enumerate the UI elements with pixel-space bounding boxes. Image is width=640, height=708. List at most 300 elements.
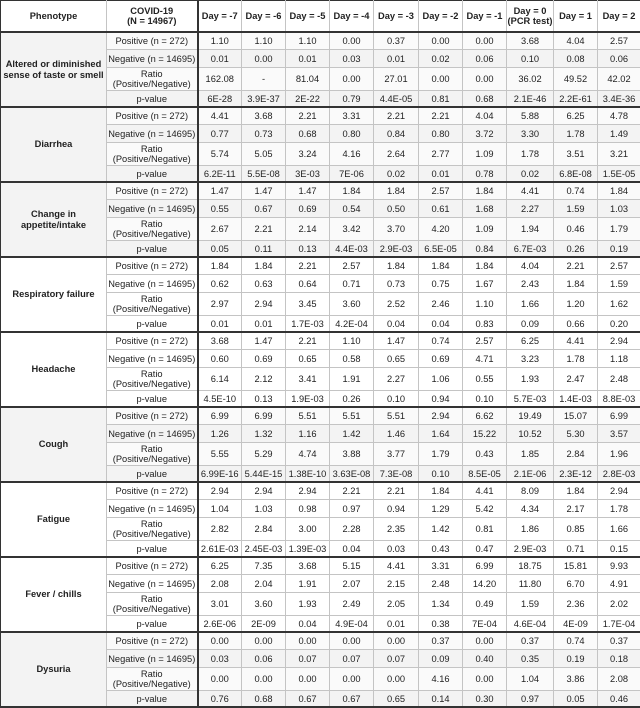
cell-positive: 4.41	[198, 107, 242, 125]
cell-pvalue: 0.20	[598, 316, 640, 333]
cell-pvalue: 0.09	[507, 316, 554, 333]
phenotype-name: Altered or diminished sense of taste or smell	[1, 32, 107, 107]
table-row-positive	[1, 257, 640, 275]
row-label: p-value	[107, 91, 198, 108]
cell-negative: 0.06	[598, 50, 640, 68]
phenotype-group	[1, 332, 640, 407]
cell-positive: 3.68	[507, 32, 554, 50]
row-label: Positive (n = 272)	[107, 257, 198, 275]
cell-pvalue: 0.05	[198, 241, 242, 258]
cell-pvalue: 2E-09	[242, 616, 286, 633]
phenotype-group	[1, 32, 640, 107]
cell-ratio: 2.28	[330, 518, 374, 541]
row-label: Positive (n = 272)	[107, 107, 198, 125]
cell-negative: 1.59	[598, 275, 640, 293]
cell-pvalue: 4.9E-04	[330, 616, 374, 633]
cell-ratio: 1.94	[507, 218, 554, 241]
cell-pvalue: 0.10	[419, 466, 463, 483]
cell-ratio: 0.00	[242, 668, 286, 691]
cell-positive: 1.84	[374, 257, 419, 275]
cell-ratio: 2.14	[286, 218, 330, 241]
cell-ratio: 2.21	[242, 218, 286, 241]
cell-positive: 2.21	[374, 107, 419, 125]
cell-pvalue: 4.4E-05	[374, 91, 419, 108]
row-label: Ratio (Positive/Negative)	[107, 68, 198, 91]
row-label: Ratio (Positive/Negative)	[107, 368, 198, 391]
cell-pvalue: 0.04	[330, 541, 374, 558]
cell-ratio: 5.74	[198, 143, 242, 166]
cell-ratio: 3.88	[330, 443, 374, 466]
cell-pvalue: 0.30	[463, 691, 507, 708]
cell-negative: 1.26	[198, 425, 242, 443]
cell-positive: 6.25	[198, 557, 242, 575]
cell-ratio: 2.02	[598, 593, 640, 616]
cell-negative: 0.94	[374, 500, 419, 518]
cell-pvalue: 2.1E-46	[507, 91, 554, 108]
cell-negative: 1.18	[598, 350, 640, 368]
cell-pvalue: 4E-09	[554, 616, 598, 633]
cell-ratio: 0.55	[463, 368, 507, 391]
cell-positive: 1.47	[198, 182, 242, 200]
cell-ratio: 2.36	[554, 593, 598, 616]
cell-negative: 3.57	[598, 425, 640, 443]
cell-negative: 5.30	[554, 425, 598, 443]
cell-pvalue: 1.7E-03	[286, 316, 330, 333]
row-label: Positive (n = 272)	[107, 632, 198, 650]
header-day: Day = -5	[286, 1, 330, 33]
cell-negative: 0.69	[286, 200, 330, 218]
cell-ratio: 2.84	[242, 518, 286, 541]
phenotype-name: Diarrhea	[1, 107, 107, 182]
cell-pvalue: 0.76	[198, 691, 242, 708]
cell-positive: 4.78	[598, 107, 640, 125]
cell-negative: 1.78	[554, 125, 598, 143]
cell-ratio: 0.00	[374, 668, 419, 691]
cell-ratio: 2.84	[554, 443, 598, 466]
cell-negative: 1.03	[242, 500, 286, 518]
phenotype-group	[1, 557, 640, 632]
cell-pvalue: 0.01	[198, 316, 242, 333]
cell-negative: 0.60	[198, 350, 242, 368]
cell-pvalue: 0.46	[598, 691, 640, 708]
cell-negative: 0.97	[330, 500, 374, 518]
row-label: Positive (n = 272)	[107, 332, 198, 350]
cell-pvalue: 3E-03	[286, 166, 330, 183]
cell-negative: 0.73	[242, 125, 286, 143]
cell-negative: 0.80	[419, 125, 463, 143]
cell-negative: 1.91	[286, 575, 330, 593]
cell-positive: 15.07	[554, 407, 598, 425]
cell-negative: 0.65	[374, 350, 419, 368]
cell-ratio: 0.81	[463, 518, 507, 541]
cell-negative: 0.50	[374, 200, 419, 218]
cell-negative: 1.78	[598, 500, 640, 518]
cell-pvalue: 5.5E-08	[242, 166, 286, 183]
cell-positive: 4.04	[507, 257, 554, 275]
cell-ratio: 3.51	[554, 143, 598, 166]
cell-pvalue: 1.9E-03	[286, 391, 330, 408]
cell-pvalue: 2E-22	[286, 91, 330, 108]
cell-positive: 1.10	[286, 32, 330, 50]
cell-positive: 0.74	[554, 182, 598, 200]
cell-pvalue: 2.9E-03	[374, 241, 419, 258]
cell-positive: 1.10	[198, 32, 242, 50]
cell-positive: 19.49	[507, 407, 554, 425]
cell-pvalue: 0.04	[374, 316, 419, 333]
cell-negative: 0.84	[374, 125, 419, 143]
cell-ratio: 6.14	[198, 368, 242, 391]
cell-pvalue: 0.10	[374, 391, 419, 408]
row-label: Ratio (Positive/Negative)	[107, 518, 198, 541]
cell-positive: 2.57	[330, 257, 374, 275]
cell-pvalue: 3.4E-36	[598, 91, 640, 108]
cell-negative: 10.52	[507, 425, 554, 443]
cell-positive: 3.31	[419, 557, 463, 575]
cell-ratio: 0.00	[419, 68, 463, 91]
cell-negative: 2.08	[198, 575, 242, 593]
cell-positive: 0.00	[463, 632, 507, 650]
cell-pvalue: 0.94	[419, 391, 463, 408]
cell-positive: 1.10	[330, 332, 374, 350]
cell-ratio: 4.74	[286, 443, 330, 466]
cell-pvalue: 0.15	[598, 541, 640, 558]
cell-negative: 0.07	[374, 650, 419, 668]
row-label: Negative (n = 14695)	[107, 575, 198, 593]
cell-ratio: 3.00	[286, 518, 330, 541]
row-label: Positive (n = 272)	[107, 407, 198, 425]
cell-ratio: 1.09	[463, 218, 507, 241]
cell-ratio: 3.60	[242, 593, 286, 616]
cell-ratio: 36.02	[507, 68, 554, 91]
cell-negative: 0.69	[242, 350, 286, 368]
header-covid-title: COVID-19	[130, 6, 173, 16]
cell-negative: 0.08	[554, 50, 598, 68]
cell-positive: 0.00	[242, 632, 286, 650]
cell-positive: 4.41	[554, 332, 598, 350]
cell-positive: 9.93	[598, 557, 640, 575]
cell-pvalue: 0.13	[286, 241, 330, 258]
cell-negative: 2.04	[242, 575, 286, 593]
cell-ratio: 2.48	[598, 368, 640, 391]
row-label: p-value	[107, 241, 198, 258]
cell-ratio: 2.94	[242, 293, 286, 316]
phenotype-name: Cough	[1, 407, 107, 482]
cell-pvalue: 0.10	[463, 391, 507, 408]
cell-positive: 1.84	[330, 182, 374, 200]
cell-positive: 4.41	[507, 182, 554, 200]
row-label: Negative (n = 14695)	[107, 350, 198, 368]
cell-ratio: 2.08	[598, 668, 640, 691]
cell-positive: 1.47	[242, 332, 286, 350]
cell-negative: 3.30	[507, 125, 554, 143]
header-row	[1, 1, 640, 33]
header-covid	[107, 1, 198, 33]
cell-ratio: 2.49	[330, 593, 374, 616]
cell-pvalue: 0.47	[463, 541, 507, 558]
cell-negative: 1.49	[598, 125, 640, 143]
cell-positive: 1.84	[198, 257, 242, 275]
cell-pvalue: 2.1E-06	[507, 466, 554, 483]
cell-negative: 4.34	[507, 500, 554, 518]
cell-ratio: 1.66	[507, 293, 554, 316]
cell-positive: 5.88	[507, 107, 554, 125]
cell-negative: 1.67	[463, 275, 507, 293]
cell-pvalue: 0.38	[419, 616, 463, 633]
cell-ratio: 49.52	[554, 68, 598, 91]
cell-positive: 2.94	[286, 482, 330, 500]
phenotype-name: Fever / chills	[1, 557, 107, 632]
cell-ratio: 2.77	[419, 143, 463, 166]
cell-negative: 2.27	[507, 200, 554, 218]
cell-positive: 0.37	[598, 632, 640, 650]
cell-negative: 11.80	[507, 575, 554, 593]
cell-ratio: 2.47	[554, 368, 598, 391]
cell-ratio: 1.59	[507, 593, 554, 616]
cell-negative: 1.16	[286, 425, 330, 443]
row-label: Negative (n = 14695)	[107, 200, 198, 218]
row-label: Negative (n = 14695)	[107, 425, 198, 443]
row-label: Ratio (Positive/Negative)	[107, 293, 198, 316]
table-row-positive	[1, 32, 640, 50]
cell-pvalue: 4.6E-04	[507, 616, 554, 633]
cell-positive: 2.21	[554, 257, 598, 275]
cell-negative: 1.78	[554, 350, 598, 368]
cell-positive: 1.84	[419, 482, 463, 500]
cell-positive: 0.00	[198, 632, 242, 650]
cell-pvalue: 2.2E-61	[554, 91, 598, 108]
cell-pvalue: 0.78	[463, 166, 507, 183]
cell-positive: 1.84	[598, 182, 640, 200]
cell-pvalue: 0.11	[242, 241, 286, 258]
cell-ratio: 5.05	[242, 143, 286, 166]
cell-positive: 2.57	[598, 257, 640, 275]
cell-ratio: 3.60	[330, 293, 374, 316]
cell-pvalue: 6.99E-16	[198, 466, 242, 483]
cell-positive: 2.21	[286, 332, 330, 350]
cell-ratio: 0.00	[330, 668, 374, 691]
cell-negative: 0.06	[242, 650, 286, 668]
cell-negative: 0.54	[330, 200, 374, 218]
cell-negative: 6.70	[554, 575, 598, 593]
cell-negative: 0.01	[374, 50, 419, 68]
cell-negative: 0.00	[242, 50, 286, 68]
cell-pvalue: 0.67	[330, 691, 374, 708]
cell-positive: 3.68	[198, 332, 242, 350]
row-label: Positive (n = 272)	[107, 182, 198, 200]
cell-negative: 1.46	[374, 425, 419, 443]
cell-positive: 0.37	[419, 632, 463, 650]
cell-pvalue: 7E-06	[330, 166, 374, 183]
cell-pvalue: 0.13	[242, 391, 286, 408]
cell-pvalue: 0.04	[286, 616, 330, 633]
cell-negative: 2.17	[554, 500, 598, 518]
cell-positive: 0.00	[286, 632, 330, 650]
cell-pvalue: 2.6E-06	[198, 616, 242, 633]
cell-positive: 5.51	[286, 407, 330, 425]
cell-positive: 1.84	[242, 257, 286, 275]
cell-positive: 6.25	[554, 107, 598, 125]
cell-ratio: 5.55	[198, 443, 242, 466]
cell-negative: 0.03	[330, 50, 374, 68]
cell-pvalue: 3.63E-08	[330, 466, 374, 483]
phenotype-name: Headache	[1, 332, 107, 407]
cell-ratio: 1.42	[419, 518, 463, 541]
cell-ratio: 1.06	[419, 368, 463, 391]
cell-ratio: 81.04	[286, 68, 330, 91]
cell-negative: 1.04	[198, 500, 242, 518]
table-row-positive	[1, 407, 640, 425]
cell-positive: 0.37	[507, 632, 554, 650]
cell-positive: 6.99	[463, 557, 507, 575]
row-label: p-value	[107, 166, 198, 183]
cell-pvalue: 1.38E-10	[286, 466, 330, 483]
cell-ratio: 2.27	[374, 368, 419, 391]
phenotype-group	[1, 482, 640, 557]
header-day: Day = -7	[198, 1, 242, 33]
phenotype-name: Change in appetite/intake	[1, 182, 107, 257]
cell-ratio: 2.35	[374, 518, 419, 541]
cell-pvalue: 6E-28	[198, 91, 242, 108]
cell-pvalue: 6.8E-08	[554, 166, 598, 183]
cell-negative: 2.48	[419, 575, 463, 593]
cell-positive: 0.37	[374, 32, 419, 50]
cell-negative: 0.06	[463, 50, 507, 68]
row-label: Positive (n = 272)	[107, 557, 198, 575]
cell-pvalue: 2.9E-03	[507, 541, 554, 558]
cell-positive: 5.15	[330, 557, 374, 575]
cell-pvalue: 8.5E-05	[463, 466, 507, 483]
cell-negative: 0.67	[242, 200, 286, 218]
cell-positive: 2.57	[419, 182, 463, 200]
cell-pvalue: 0.01	[419, 166, 463, 183]
cell-pvalue: 2.3E-12	[554, 466, 598, 483]
row-label: Negative (n = 14695)	[107, 650, 198, 668]
cell-ratio: 0.00	[463, 668, 507, 691]
cell-positive: 2.94	[598, 482, 640, 500]
cell-positive: 1.84	[463, 257, 507, 275]
cell-negative: 0.07	[286, 650, 330, 668]
table-row-positive	[1, 482, 640, 500]
cell-positive: 5.51	[330, 407, 374, 425]
cell-positive: 3.31	[330, 107, 374, 125]
cell-negative: 4.91	[598, 575, 640, 593]
cell-pvalue: 0.01	[374, 616, 419, 633]
cell-pvalue: 0.68	[463, 91, 507, 108]
cell-positive: 18.75	[507, 557, 554, 575]
cell-negative: 0.73	[374, 275, 419, 293]
cell-ratio: 0.43	[463, 443, 507, 466]
row-label: p-value	[107, 316, 198, 333]
cell-ratio: 1.86	[507, 518, 554, 541]
cell-negative: 1.84	[554, 275, 598, 293]
cell-ratio: 2.97	[198, 293, 242, 316]
cell-pvalue: 0.66	[554, 316, 598, 333]
cell-pvalue: 5.7E-03	[507, 391, 554, 408]
cell-negative: 0.07	[330, 650, 374, 668]
cell-negative: 3.72	[463, 125, 507, 143]
cell-pvalue: 0.02	[507, 166, 554, 183]
cell-pvalue: 1.7E-04	[598, 616, 640, 633]
cell-pvalue: 4.2E-04	[330, 316, 374, 333]
cell-ratio: 3.24	[286, 143, 330, 166]
cell-pvalue: 0.01	[242, 316, 286, 333]
cell-negative: 2.07	[330, 575, 374, 593]
cell-ratio: 27.01	[374, 68, 419, 91]
cell-ratio: 2.12	[242, 368, 286, 391]
cell-pvalue: 6.5E-05	[419, 241, 463, 258]
cell-ratio: 1.62	[598, 293, 640, 316]
cell-positive: 15.81	[554, 557, 598, 575]
cell-ratio: 1.10	[463, 293, 507, 316]
cell-positive: 5.51	[374, 407, 419, 425]
row-label: Ratio (Positive/Negative)	[107, 218, 198, 241]
cell-pvalue: 0.71	[554, 541, 598, 558]
cell-ratio: -	[242, 68, 286, 91]
cell-ratio: 2.82	[198, 518, 242, 541]
cell-positive: 8.09	[507, 482, 554, 500]
row-label: Positive (n = 272)	[107, 32, 198, 50]
cell-positive: 2.21	[330, 482, 374, 500]
cell-ratio: 0.00	[463, 68, 507, 91]
row-label: p-value	[107, 466, 198, 483]
cell-pvalue: 0.26	[330, 391, 374, 408]
cell-pvalue: 0.26	[554, 241, 598, 258]
cell-pvalue: 6.7E-03	[507, 241, 554, 258]
cell-pvalue: 0.04	[419, 316, 463, 333]
cell-negative: 1.59	[554, 200, 598, 218]
cell-pvalue: 0.67	[286, 691, 330, 708]
cell-ratio: 3.45	[286, 293, 330, 316]
cell-ratio: 1.79	[419, 443, 463, 466]
header-day: Day = -1	[463, 1, 507, 33]
cell-negative: 0.64	[286, 275, 330, 293]
row-label: p-value	[107, 691, 198, 708]
cell-negative: 0.01	[198, 50, 242, 68]
cell-negative: 2.15	[374, 575, 419, 593]
cell-ratio: 3.42	[330, 218, 374, 241]
phenotype-name: Respiratory failure	[1, 257, 107, 332]
phenotype-group	[1, 632, 640, 707]
phenotype-name: Dysuria	[1, 632, 107, 707]
cell-positive: 1.47	[374, 332, 419, 350]
cell-positive: 3.68	[286, 557, 330, 575]
cell-positive: 4.41	[463, 482, 507, 500]
header-day: Day = 2	[598, 1, 640, 33]
cell-ratio: 1.91	[330, 368, 374, 391]
cell-negative: 0.18	[598, 650, 640, 668]
cell-positive: 1.84	[374, 182, 419, 200]
cell-ratio: 3.70	[374, 218, 419, 241]
cell-ratio: 0.49	[463, 593, 507, 616]
cell-positive: 1.84	[419, 257, 463, 275]
cell-negative: 15.22	[463, 425, 507, 443]
cell-negative: 0.77	[198, 125, 242, 143]
cell-ratio: 0.46	[554, 218, 598, 241]
cell-ratio: 2.64	[374, 143, 419, 166]
cell-ratio: 0.00	[198, 668, 242, 691]
cell-negative: 0.68	[286, 125, 330, 143]
header-covid-n: (N = 14967)	[127, 16, 176, 26]
header-day: Day = 1	[554, 1, 598, 33]
cell-pvalue: 0.14	[419, 691, 463, 708]
cell-positive: 2.21	[286, 107, 330, 125]
row-label: Ratio (Positive/Negative)	[107, 593, 198, 616]
cell-negative: 0.02	[419, 50, 463, 68]
cell-ratio: 1.20	[554, 293, 598, 316]
row-label: Negative (n = 14695)	[107, 125, 198, 143]
cell-pvalue: 0.43	[419, 541, 463, 558]
cell-negative: 1.68	[463, 200, 507, 218]
